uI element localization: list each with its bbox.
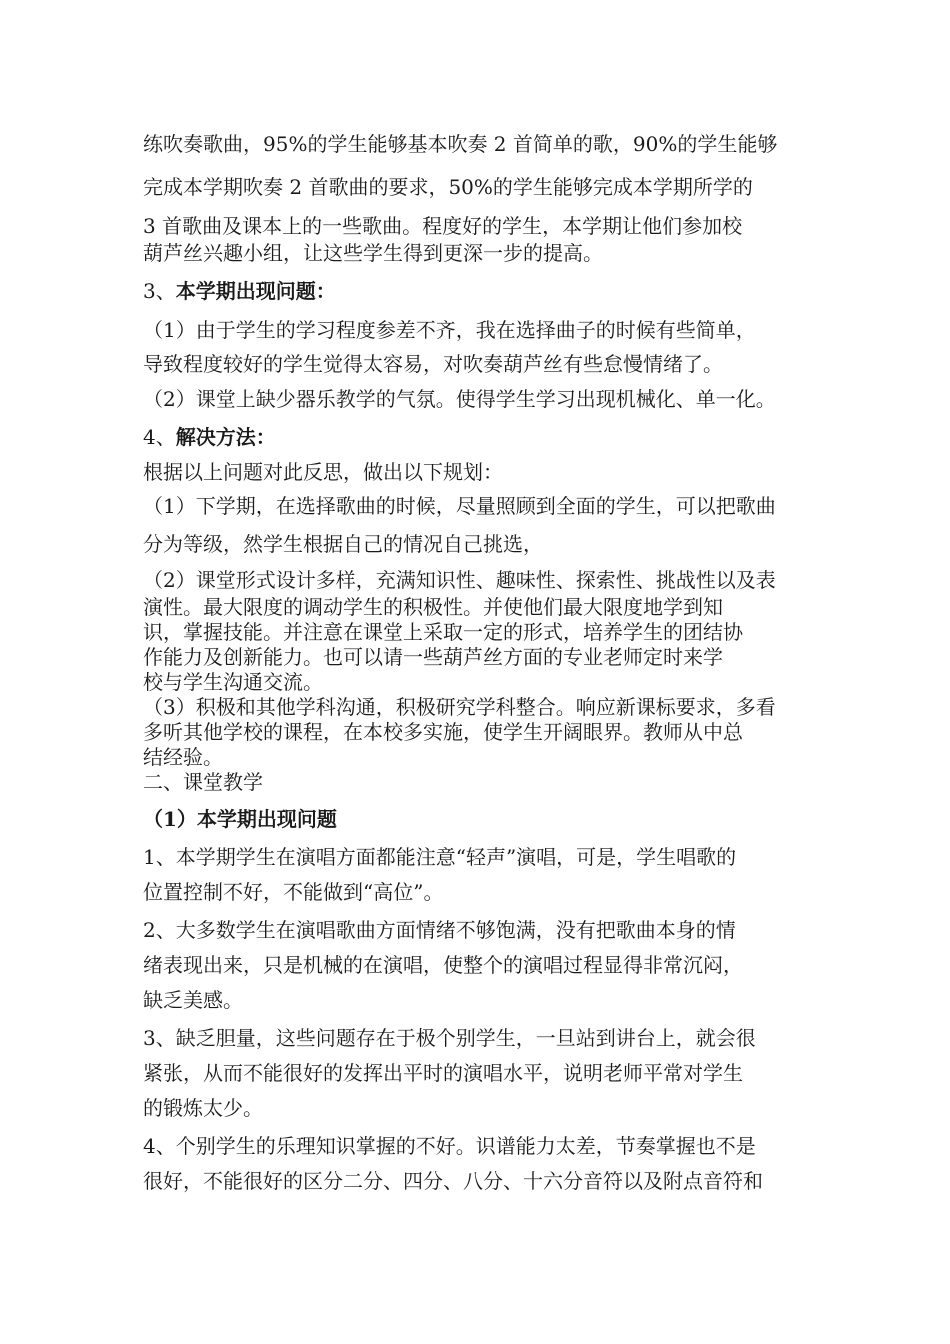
paragraph-line: （1）由于学生的学习程度参差不齐，我在选择曲子的时候有些简单， [143, 318, 756, 342]
section-title: 解决方法： [175, 425, 276, 449]
paragraph-line: 分为等级，然学生根据自己的情况自己挑选， [143, 532, 543, 556]
paragraph-line: 位置控制不好，不能做到“高位”。 [143, 880, 444, 904]
paragraph-line: 作能力及创新能力。也可以请一些葫芦丝方面的专业老师定时来学 [143, 645, 723, 669]
paragraph-line: 完成本学期吹奏 2 首歌曲的要求，50%的学生能够完成本学期所学的 [143, 175, 753, 199]
paragraph-line: 3 首歌曲及课本上的一些歌曲。程度好的学生，本学期让他们参加校 [143, 214, 743, 238]
paragraph-line: 4、个别学生的乐理知识掌握的不好。识谱能力太差，节奏掌握也不是 [143, 1134, 756, 1158]
section-heading [143, 425, 276, 449]
section-number: 3、 [143, 279, 176, 303]
section-heading [143, 279, 336, 303]
section-number: 4、 [143, 425, 176, 449]
paragraph-line: 多听其他学校的课程，在本校多实施，使学生开阔眼界。教师从中总 [143, 720, 743, 744]
section-title: 本学期出现问题： [175, 279, 336, 303]
paragraph-line: 1、本学期学生在演唱方面都能注意“轻声”演唱，可是，学生唱歌的 [143, 845, 737, 869]
paragraph-line: 的锻炼太少。 [143, 1096, 263, 1120]
paragraph-line: 导致程度较好的学生觉得太容易，对吹奏葫芦丝有些怠慢情绪了。 [143, 352, 723, 376]
paragraph-line: 2、大多数学生在演唱歌曲方面情绪不够饱满，没有把歌曲本身的情 [143, 918, 736, 942]
paragraph-line: （1）下学期，在选择歌曲的时候，尽量照顾到全面的学生，可以把歌曲 [143, 494, 776, 518]
paragraph-line: 结经验。 [143, 745, 223, 769]
paragraph-line: 演性。最大限度的调动学生的积极性。并使他们最大限度地学到知 [143, 595, 723, 619]
paragraph-line: 校与学生沟通交流。 [143, 670, 323, 694]
paragraph-line: （2）课堂上缺少器乐教学的气氛。使得学生学习出现机械化、单一化。 [143, 387, 776, 411]
paragraph-line: 练吹奏歌曲，95%的学生能够基本吹奏 2 首简单的歌，90%的学生能够 [143, 132, 778, 156]
paragraph-line: 绪表现出来，只是机械的在演唱，使整个的演唱过程显得非常沉闷， [143, 953, 743, 977]
paragraph-line: 根据以上问题对此反思，做出以下规划： [143, 460, 503, 484]
paragraph-line: 葫芦丝兴趣小组，让这些学生得到更深一步的提高。 [143, 241, 603, 265]
paragraph-line: 很好，不能很好的区分二分、四分、八分、十六分音符以及附点音符和 [143, 1169, 763, 1193]
paragraph-line: （3）积极和其他学科沟通，积极研究学科整合。响应新课标要求，多看 [143, 695, 776, 719]
section-heading: 二、课堂教学 [143, 770, 263, 794]
paragraph-line: 紧张，从而不能很好的发挥出平时的演唱水平，说明老师平常对学生 [143, 1061, 743, 1085]
paragraph-line: 识，掌握技能。并注意在课堂上采取一定的形式，培养学生的团结协 [143, 620, 743, 644]
paragraph-line: 3、缺乏胆量，这些问题存在于极个别学生，一旦站到讲台上，就会很 [143, 1026, 756, 1050]
subsection-heading: （1）本学期出现问题 [143, 807, 337, 831]
paragraph-line: 缺乏美感。 [143, 988, 243, 1012]
paragraph-line: （2）课堂形式设计多样，充满知识性、趣味性、探索性、挑战性以及表 [143, 568, 776, 592]
